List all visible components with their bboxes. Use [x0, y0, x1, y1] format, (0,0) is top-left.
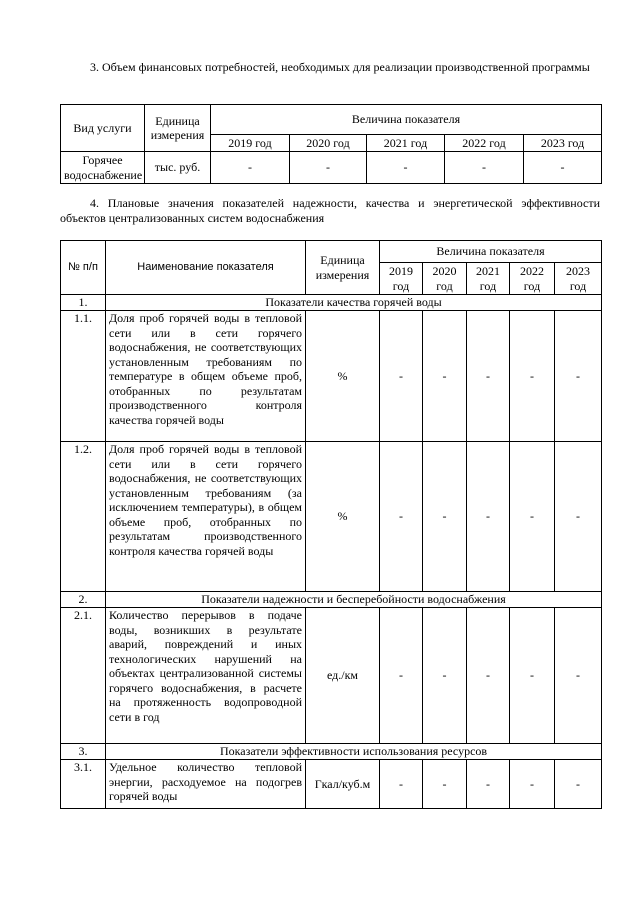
value-cell: - — [380, 760, 423, 809]
row-name: Доля проб горячей воды в тепловой сети или в сети горячего водоснабжения, не соответствующих установленным требованиям (за исключением температуры), в общем объеме проб, отобранных по результатам производственного контроля качества горячей воды — [106, 442, 306, 592]
value-cell: - — [423, 442, 467, 592]
value-cell: - — [290, 152, 367, 184]
year-2022: 2022 год — [510, 263, 555, 295]
row-num: 1.2. — [61, 442, 106, 592]
year-2022: 2022 год — [445, 135, 524, 152]
row-unit: тыс. руб. — [145, 152, 211, 184]
year-2023: 2023 год — [524, 135, 602, 152]
year-2023: 2023 год — [555, 263, 602, 295]
table-row — [61, 311, 602, 442]
year-2020: 2020 год — [290, 135, 367, 152]
value-cell: - — [423, 311, 467, 442]
row-num: 2.1. — [61, 608, 106, 744]
group-num: 3. — [61, 744, 106, 760]
value-cell: - — [555, 442, 602, 592]
year-2021: 2021 год — [467, 263, 510, 295]
indicators-table — [60, 240, 602, 809]
row-name: Удельное количество тепловой энергии, расходуемое на подогрев горячей воды — [106, 760, 306, 809]
value-cell: - — [524, 152, 602, 184]
header-value: Величина показателя — [211, 105, 602, 135]
value-cell: - — [423, 760, 467, 809]
value-cell: - — [555, 760, 602, 809]
value-cell: - — [380, 442, 423, 592]
value-cell: - — [555, 311, 602, 442]
header-value: Величина показателя — [380, 241, 602, 263]
row-num: 1.1. — [61, 311, 106, 442]
value-cell: - — [467, 608, 510, 744]
group-title: Показатели эффективности использования ресурсов — [106, 744, 602, 760]
row-unit: % — [306, 442, 380, 592]
group-row — [61, 744, 602, 760]
value-cell: - — [211, 152, 290, 184]
table-row — [61, 608, 602, 744]
group-num: 2. — [61, 592, 106, 608]
table-row — [61, 152, 602, 184]
value-cell: - — [467, 760, 510, 809]
group-row — [61, 592, 602, 608]
value-cell: - — [380, 311, 423, 442]
group-num: 1. — [61, 295, 106, 311]
value-cell: - — [423, 608, 467, 744]
value-cell: - — [380, 608, 423, 744]
row-service: Горячее водоснабжение — [61, 152, 145, 184]
financial-needs-table — [60, 104, 602, 184]
table-row — [61, 760, 602, 809]
header-unit: Единица измерения — [306, 241, 380, 295]
value-cell: - — [510, 608, 555, 744]
year-2019: 2019 год — [380, 263, 423, 295]
value-cell: - — [510, 311, 555, 442]
header-service: Вид услуги — [61, 105, 145, 152]
row-name: Количество перерывов в подаче воды, возникших в результате аварий, повреждений и иных технологических нарушений на объектах централизованной системы горячего водоснабжения, в расчете на протяженность водопроводной сети в год — [106, 608, 306, 744]
value-cell: - — [555, 608, 602, 744]
header-num: № п/п — [61, 241, 106, 295]
year-2021: 2021 год — [367, 135, 445, 152]
value-cell: - — [467, 311, 510, 442]
row-unit: % — [306, 311, 380, 442]
value-cell: - — [467, 442, 510, 592]
year-2020: 2020 год — [423, 263, 467, 295]
row-num: 3.1. — [61, 760, 106, 809]
value-cell: - — [510, 760, 555, 809]
group-title: Показатели надежности и бесперебойности водоснабжения — [106, 592, 602, 608]
value-cell: - — [510, 442, 555, 592]
row-name: Доля проб горячей воды в тепловой сети или в сети горячего водоснабжения, не соответствующих установленным требованиям по температуре в общем объеме проб, отобранных по результатам производственного контроля качества горячей воды — [106, 311, 306, 442]
group-row — [61, 295, 602, 311]
table-row — [61, 442, 602, 592]
group-title: Показатели качества горячей воды — [106, 295, 602, 311]
header-unit: Единица измерения — [145, 105, 211, 152]
header-name: Наименование показателя — [106, 241, 306, 295]
year-2019: 2019 год — [211, 135, 290, 152]
row-unit: ед./км — [306, 608, 380, 744]
section-3-heading: 3. Объем финансовых потребностей, необходимых для реализации производственной программы — [90, 60, 590, 74]
row-unit: Гкал/куб.м — [306, 760, 380, 809]
value-cell: - — [367, 152, 445, 184]
value-cell: - — [445, 152, 524, 184]
section-4-heading: 4. Плановые значения показателей надежности, качества и энергетической эффективности объектов централизованных систем водоснабжения — [60, 196, 600, 225]
